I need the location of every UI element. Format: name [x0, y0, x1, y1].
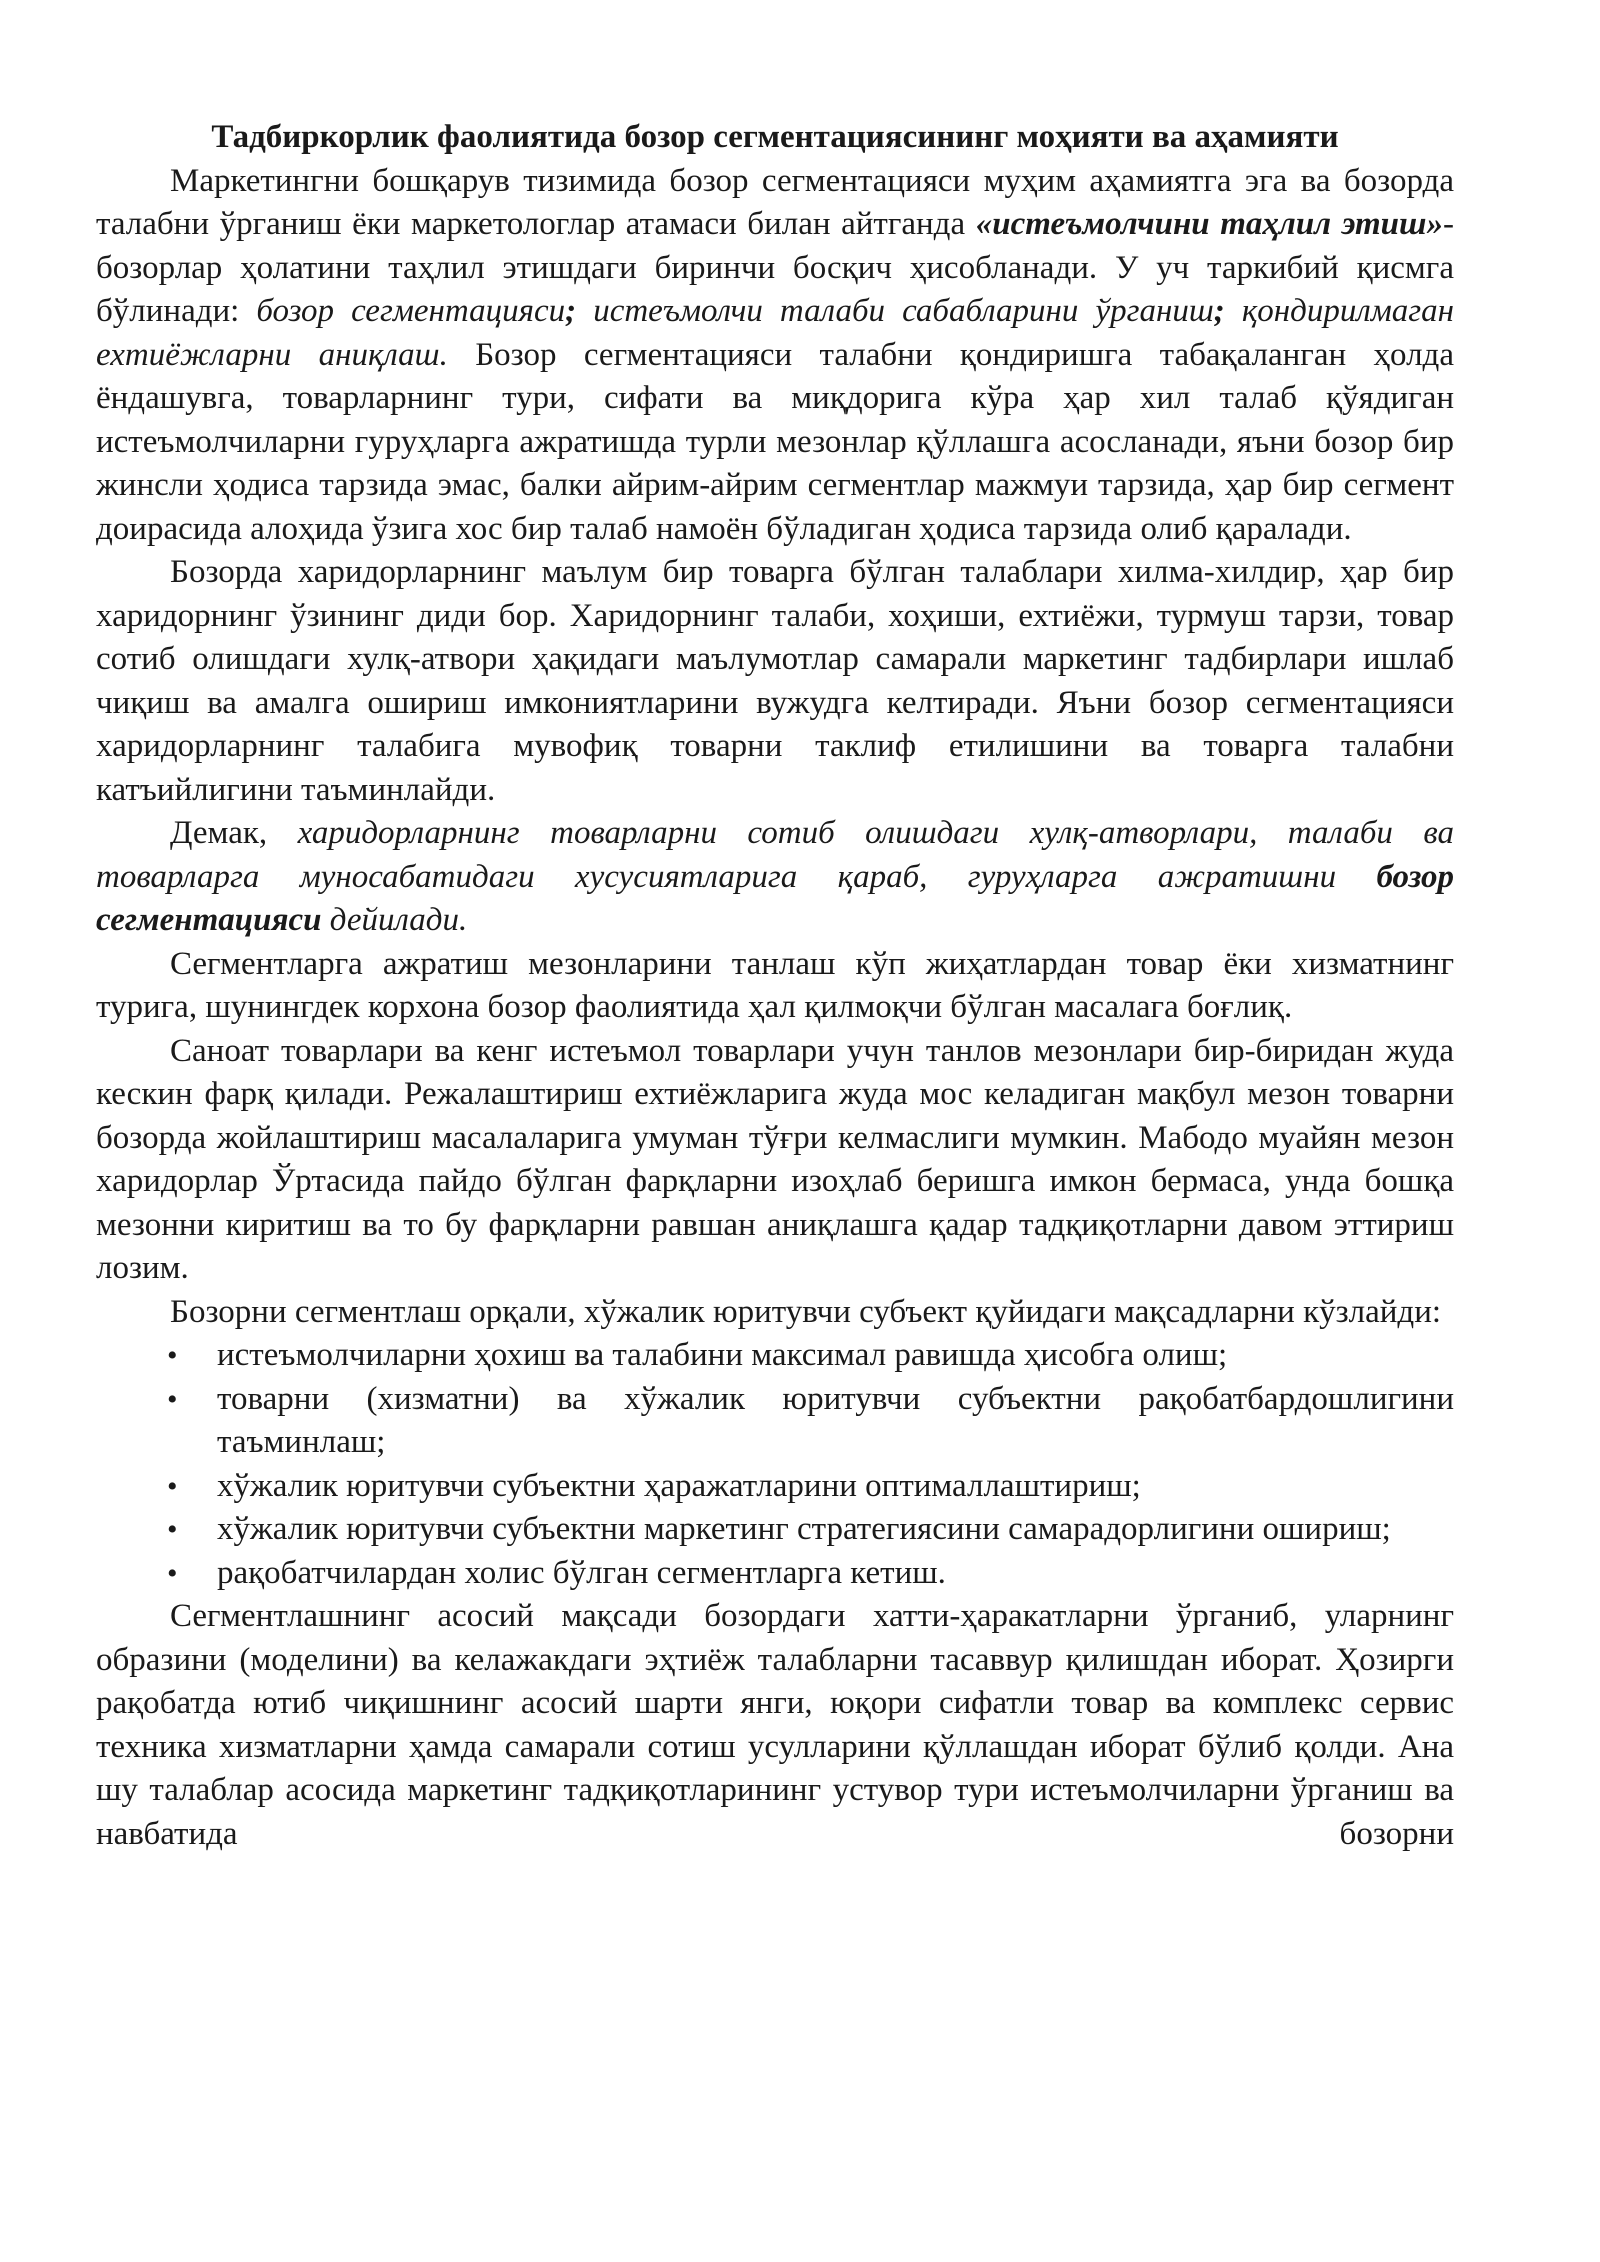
paragraph-3-definition	[96, 812, 1454, 943]
list-item	[167, 1552, 1454, 1596]
p1-emphasis-segmentation: бозор сегментацияси	[256, 293, 566, 329]
p1-emphasis-consumer-analysis: «истеъмолчини таҳлил этиш»	[975, 206, 1443, 242]
paragraph-2: Бозорда харидорларнинг маълум бир товарга бўлган талаблари хилма-хилдир, ҳар бир харидорнинг ўзининг диди бор. Харидорнинг талаби, хоҳиши, ехтиёжи, турмуш тарзи, товар сотиб олишдаги хулқ-атвори ҳақидаги маълумотлар самарали маркетинг тадбирлари ишлаб чиқиш ва амалга ошириш имкониятларини вужудга келтиради. Яъни бозор сегментацияси харидорларнинг талабига мувофиқ товарни таклиф етилишини ва товарга талабни катъийлигини таъминлайди.	[96, 554, 1454, 808]
list-item	[167, 1465, 1454, 1509]
p1-emphasis-demand-reasons: истеъмолчи талаби сабабларини ўрганиш	[593, 293, 1214, 329]
goals-list	[96, 1334, 1454, 1595]
list-item-text: хўжалик юритувчи субъектни маркетинг стратегиясини самарадорлигини ошириш;	[217, 1511, 1391, 1547]
p1-text-c: - бозорлар ҳолатини таҳлил этишдаги биринчи босқич ҳисобланади. У уч таркибий қисмга бўлинади:	[96, 206, 1454, 329]
paragraph-7: Сегментлашнинг асосий мақсади бозордаги хатти-ҳаракатларни ўрганиб, уларнинг образини (моделини) ва келажакдаги эҳтиёж талабларни тасаввур қилишдан иборат. Ҳозирги рақобатда ютиб чиқишнинг асосий шарти янги, юқори сифатли товар ва комплекс сервис техника хизматларни ҳамда самарали сотиш усулларини қўллашдан иборат бўлиб қолди. Ана шу талаблар асосида маркетинг тадқиқотларининг устувор тури истеъмолчиларни ўрганиш ва навбатида бозорни	[96, 1598, 1454, 1852]
paragraph-1	[96, 160, 1454, 552]
p1-text-a: Маркетингни бошқарув тизимида бозор сегментацияси муҳим аҳамиятга эга ва бозорда талабни ўрганиш ёки маркетологлар атамаси билан айтганда	[96, 162, 1454, 242]
p1-separator-1: ;	[565, 293, 594, 329]
list-item-text: хўжалик юритувчи субъектни ҳаражатларини оптималлаштириш;	[217, 1467, 1141, 1504]
p3-definition-text: харидорларнинг товарларни сотиб олишдаги хулқ-атворлари, талаби ва товарларга муносабатидаги хусусиятларига қараб, гуруҳларга ажратишни	[96, 815, 1454, 895]
list-item-text: рақобатчилардан холис бўлган сегментларга кетиш.	[217, 1554, 946, 1591]
list-item-text: истеъмолчиларни ҳохиш ва талабини максимал равишда ҳисобга олиш;	[217, 1337, 1228, 1373]
bullet-icon: •	[167, 1556, 178, 1590]
p1-emphasis-unmet-needs: қондирилмаган ехтиёжларни аниқлаш.	[96, 293, 1455, 373]
paragraph-5: Саноат товарлари ва кенг истеъмол товарлари учун танлов мезонлари бир-биридан жуда кескин фарқ қилади. Режалаштириш ехтиёжларига жуда мос келадиган мақбул мезон товарни бозорда жойлаштириш масалаларига умуман тўғри келмаслиги мумкин. Мабодо муайян мезон харидорлар Ўртасида пайдо бўлган фарқларни изоҳлаб беришга имкон бермаса, унда бошқа мезонни киритиш ва то бу фарқларни равшан аниқлашга қадар тадқиқотларни давом эттириш лозим.	[96, 1032, 1454, 1286]
list-item	[167, 1334, 1454, 1378]
p3-defined-term: бозор сегментацияси	[96, 858, 1454, 938]
document-page	[96, 116, 1454, 1856]
bullet-icon: •	[167, 1469, 178, 1503]
p1-text-i: Бозор сегментацияси талабни қондиришга табақаланган ҳолда ёндашувга, товарларнинг тури, сифати ва миқдорига кўра ҳар хил талаб қўядиган истеъмолчиларни гуруҳларга ажратишда турли мезонлар қўллашга асосланади, яъни бозор бир жинсли ҳодиса тарзида эмас, балки айрим-айрим сегментлар мажмуи тарзида, ҳар бир сегмент доирасида алоҳида ўзига хос бир талаб намоён бўладиган ҳодиса тарзида олиб қаралади.	[96, 336, 1454, 547]
paragraph-4: Сегментларга ажратиш мезонларини танлаш кўп жиҳатлардан товар ёки хизматнинг турига, шунингдек корхона бозор фаолиятида ҳал қилмоқчи бўлган масалага боғлиқ.	[96, 945, 1454, 1025]
document-title: Тадбиркорлик фаолиятида бозор сегментациясининг моҳияти ва аҳамияти	[211, 119, 1339, 155]
list-item-text: товарни (хизматни) ва хўжалик юритувчи субъектни рақобатбардошлигини таъминлаш;	[217, 1380, 1454, 1460]
bullet-icon: •	[167, 1513, 178, 1546]
p3-text-a: Демак,	[170, 815, 298, 851]
list-item	[167, 1378, 1454, 1465]
p3-text-d: дейилади.	[321, 902, 468, 938]
p1-separator-2: ;	[1213, 293, 1242, 329]
paragraph-6-goals-intro: Бозорни сегментлаш орқали, хўжалик юритувчи субъект қуйидаги мақсадларни кўзлайди:	[170, 1293, 1442, 1330]
list-item	[167, 1508, 1454, 1552]
bullet-icon: •	[167, 1382, 178, 1416]
bullet-icon: •	[167, 1339, 178, 1372]
